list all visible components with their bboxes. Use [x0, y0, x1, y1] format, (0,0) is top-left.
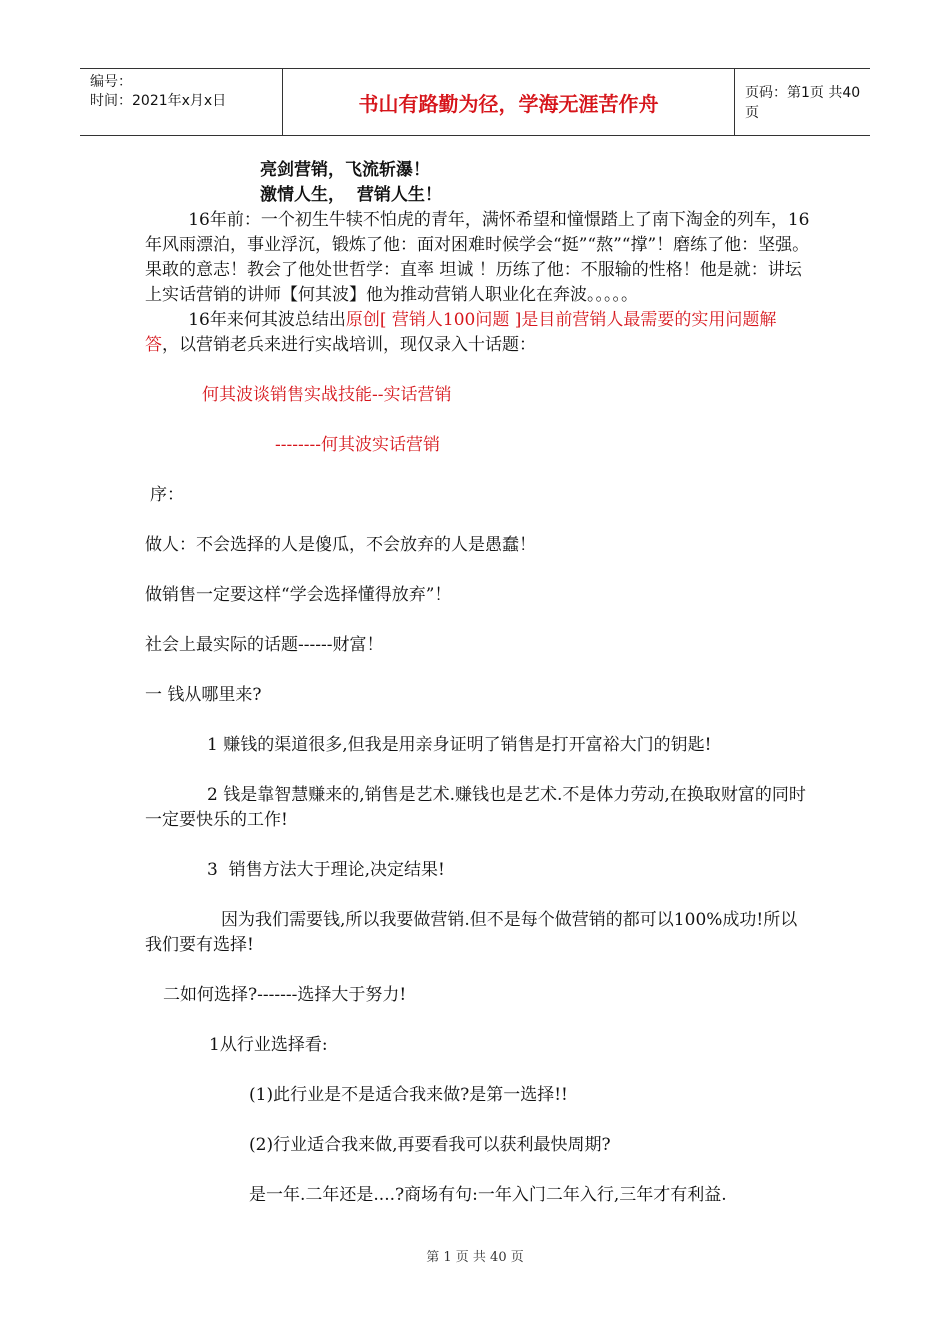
section-2-sub-1c: 是一年.二年还是....?商场有句:一年入门二年入行,三年才有利益.	[249, 1185, 727, 1205]
header-page-info: 页码：第1页 共40页	[745, 85, 861, 121]
section-1-item-2: 2 钱是靠智慧赚来的,销售是艺术.赚钱也是艺术.不是体力劳动,在换取财富的同时一定要快乐的工作!	[145, 785, 806, 830]
section-1-item-1: 1 赚钱的渠道很多,但我是用亲身证明了销售是打开富裕大门的钥匙!	[207, 735, 712, 755]
section-2-sub-1b: (2)行业适合我来做,再要看我可以获利最快周期?	[249, 1135, 611, 1155]
line-2: 做销售一定要这样“学会选择懂得放弃”！	[145, 585, 452, 605]
header-motto: 书山有路勤为径，学海无涯苦作舟	[283, 69, 735, 135]
section-2-sub-1a: (1)此行业是不是适合我来做?是第一选择!!	[249, 1085, 568, 1105]
summary-pre: 16年来何其波总结出	[145, 310, 346, 330]
page-header	[80, 68, 870, 136]
section-1-heading: 一 钱从哪里来?	[145, 685, 262, 705]
summary-highlight: 原创[ 营销人100问题 ]是目前营销人最需要的实用问题解答	[145, 310, 777, 355]
because-paragraph: 因为我们需要钱,所以我要做营销.但不是每个做营销的都可以100%成功!所以我们要有选择!	[145, 910, 798, 955]
line-3: 社会上最实际的话题------财富！	[145, 635, 384, 655]
page-footer: 第 1 页 共 40 页	[426, 1250, 524, 1265]
preface-label: 序：	[150, 485, 184, 505]
header-meta	[80, 69, 283, 135]
line-1: 做人：不会选择的人是傻瓜，不会放弃的人是愚蠢！	[145, 535, 536, 555]
section-2-heading: 二如何选择?-------选择大于努力!	[163, 985, 407, 1005]
article-title: 何其波谈销售实战技能--实话营销	[202, 385, 452, 405]
header-number-label: 编号：	[90, 74, 132, 90]
article-subtitle: --------何其波实话营销	[275, 435, 440, 455]
slogan-1: 亮剑营销，飞流斩瀑！	[260, 160, 430, 180]
section-2-sub-1: 1从行业选择看:	[209, 1035, 328, 1055]
slogan-2: 激情人生， 营销人生！	[260, 185, 442, 205]
document-body	[145, 158, 810, 1208]
section-1-item-3: 3 销售方法大于理论,决定结果!	[207, 860, 445, 880]
summary-post: ，以营销老兵来进行实战培训，现仅录入十话题：	[162, 335, 536, 355]
intro-paragraph: 16年前：一个初生牛犊不怕虎的青年，满怀希望和憧憬踏上了南下淘金的列车，16年风雨漂泊，事业浮沉，锻炼了他：面对困难时候学会“挺”“熬”“撑”！磨练了他：坚强。果敢的意志！教会了他处世哲学：直率 坦诚 ！历练了他：不服输的性格！他是就：讲坛上实话营销的讲师【何其波】他为推动营销人职业化在奔波。。。。。	[145, 210, 810, 305]
summary-paragraph	[145, 308, 810, 358]
header-time-label: 时间：2021年x月x日	[90, 93, 227, 109]
